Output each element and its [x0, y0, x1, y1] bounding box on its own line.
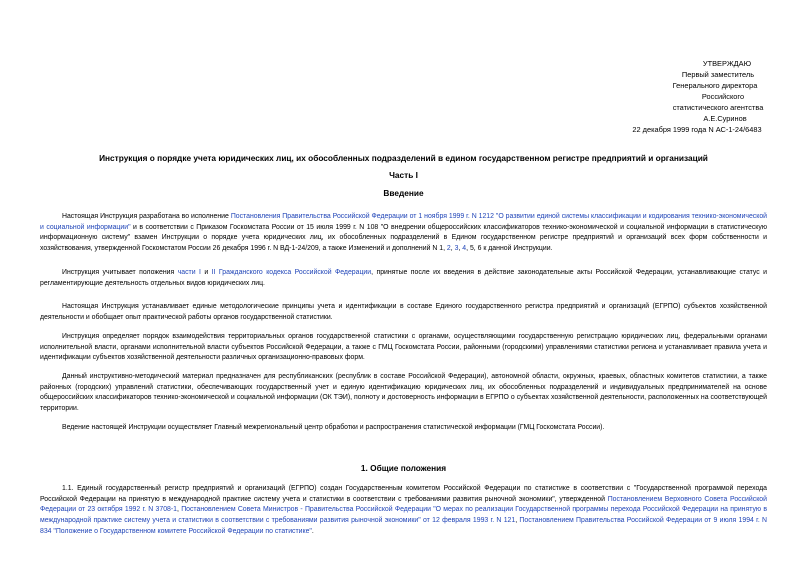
approval-position-4: статистического агентства	[672, 103, 764, 112]
p7-link-council-of-ministers-resolution[interactable]: Постановлением Совета Министров - Правительства Российской Федерации "О мерах по реализации Государственной программы перехода Российской Федерации на принятую в международной практике систему учета и статистики в соответствии с требованиями развития рыночной экономики" от 12 февраля 1993 г. N 121	[40, 506, 767, 525]
approval-position-3: Российского	[701, 92, 745, 101]
p7-link-government-resolution-834[interactable]: Постановлением Правительства Российской Федерации от 9 июля 1994 г. N 834 "Положение о Государственном комитете Российской Федерации по статистике"	[40, 517, 767, 535]
section-1-title: 1. Общие положения	[360, 463, 447, 473]
intro-paragraph-2	[40, 268, 767, 289]
p2-text-c: , принятые после их введения в действие законодательные акты Российской Федерации, устанавливающие статус и регламентирующие деятельность отдельных видов юридических лиц.	[40, 269, 767, 287]
p1-link-amendment-3[interactable]: 3	[454, 245, 459, 253]
p1-link-amendment-2[interactable]: 2	[446, 245, 451, 253]
approval-position-1: Первый заместитель	[681, 70, 755, 79]
p7-text-a: 1.1. Единый государственный регистр предприятий и организаций (ЕГРПО) создан Государственным комитетом Российской Федерации по статистике в соответствии с "Государственной программой перехода Российской Федерации на принятую в международной практике систему учета и статистики в соответствии с требованиями развития рыночной экономики", утвержденной	[40, 485, 767, 503]
p1-link-decree-1212[interactable]: Постановления Правительства Российской Федерации от 1 ноября 1999 г. N 1212 "О развитии единой системы классификации и кодирования технико-экономической и социальной информации"	[40, 213, 768, 231]
approval-block	[627, 58, 767, 135]
p7-link-supreme-council-resolution[interactable]: Постановлением Верховного Совета Российской Федерации от 23 октября 1992 г. N 3708-1	[40, 495, 767, 514]
p7-text-c: ,	[515, 517, 520, 525]
p1-text-c: ,	[450, 245, 455, 253]
p2-text-b: и	[200, 269, 212, 276]
p7-text-d: .	[311, 527, 314, 535]
p7-text-b: ,	[177, 506, 182, 514]
p1-text-b: и в соответствии с Приказом Госкомстата России от 15 июля 1999 г. N 108 "О внедрении общероссийских классификаторов технико-экономической и социальной информации в статистическую информационную систему" взамен Инструкции о порядке учета юридических лиц, их обособленных подразделений в Едином государственном регистре предприятий и организаций всех форм собственности и хозяйствования, утвержденной Госкомстатом России 26 декабря 1996 г. N ВД-1-24/209, а также Изменений и дополнений N 1,	[40, 223, 767, 253]
intro-paragraph-4: Инструкция определяет порядок взаимодействия территориальных органов государственной статистики с органами, осуществляющими государственную регистрацию юридических лиц, федеральными органами исполнительной власти, органами исполнительной власти субъектов Российской Федерации, а также с ГМЦ Госкомстата России, районными (городскими) управлениями статистики региона и устанавливает правила учета и идентификации субъектов хозяйственной деятельности различных организационно-правовых форм.	[40, 333, 767, 362]
section-1-paragraph-1	[40, 484, 767, 538]
p1-text-a: Настоящая Инструкция разработана во исполнение	[62, 213, 231, 220]
intro-paragraph-1	[40, 212, 767, 255]
p2-link-civil-code-part-2[interactable]: II Гражданского кодекса Российской Федерации	[211, 269, 372, 276]
approval-date: 22 декабря 1999 года N АС-1-24/6483	[632, 125, 762, 134]
p2-link-civil-code-part-1[interactable]: части I	[177, 269, 201, 276]
intro-heading: Введение	[383, 188, 424, 198]
document-title: Инструкция о порядке учета юридических лиц, их обособленных подразделений в едином государственном регистре предприятий и организаций	[99, 153, 708, 163]
p1-link-amendment-4[interactable]: 4	[462, 245, 467, 253]
intro-paragraph-6: Ведение настоящей Инструкции осуществляет Главный межрегиональный центр обработки и распространения статистической информации (ГМЦ Госкомстата России).	[62, 424, 605, 431]
p1-text-e: , 5, 6 к данной Инструкции.	[466, 245, 553, 253]
intro-paragraph-3: Настоящая Инструкция устанавливает единые методологические принципы учета и идентификации в составе Единого государственного регистра предприятий и организаций (ЕГРПО) субъектов хозяйственной деятельности и обобщает опыт практической работы органов государственной статистики.	[40, 303, 767, 321]
part-heading: Часть I	[389, 170, 418, 180]
p1-text-d: ,	[458, 245, 463, 253]
approval-position-2: Генерального директора	[672, 81, 758, 90]
approval-signatory: А.Е.Суринов	[703, 114, 747, 123]
p2-text-a: Инструкция учитывает положения	[62, 269, 178, 276]
intro-paragraph-5: Данный инструктивно-методический материал предназначен для республиканских (республик в составе Российской Федерации), автономной области, окружных, краевых, областных комитетов статистики, а также районных (городских) управлений статистики, обеспечивающих государственный учет и единую идентификацию юридических лиц, их обособленных подразделений и индивидуальных предпринимателей на основе общероссийских классификаторов технико-экономической и социальной информации (ОК ТЭИ), полноту и достоверность информации в ЕГРПО о субъектах хозяйственной деятельности, расположенных на соответствующей территории.	[40, 373, 767, 413]
approval-heading: УТВЕРЖДАЮ	[702, 59, 752, 68]
